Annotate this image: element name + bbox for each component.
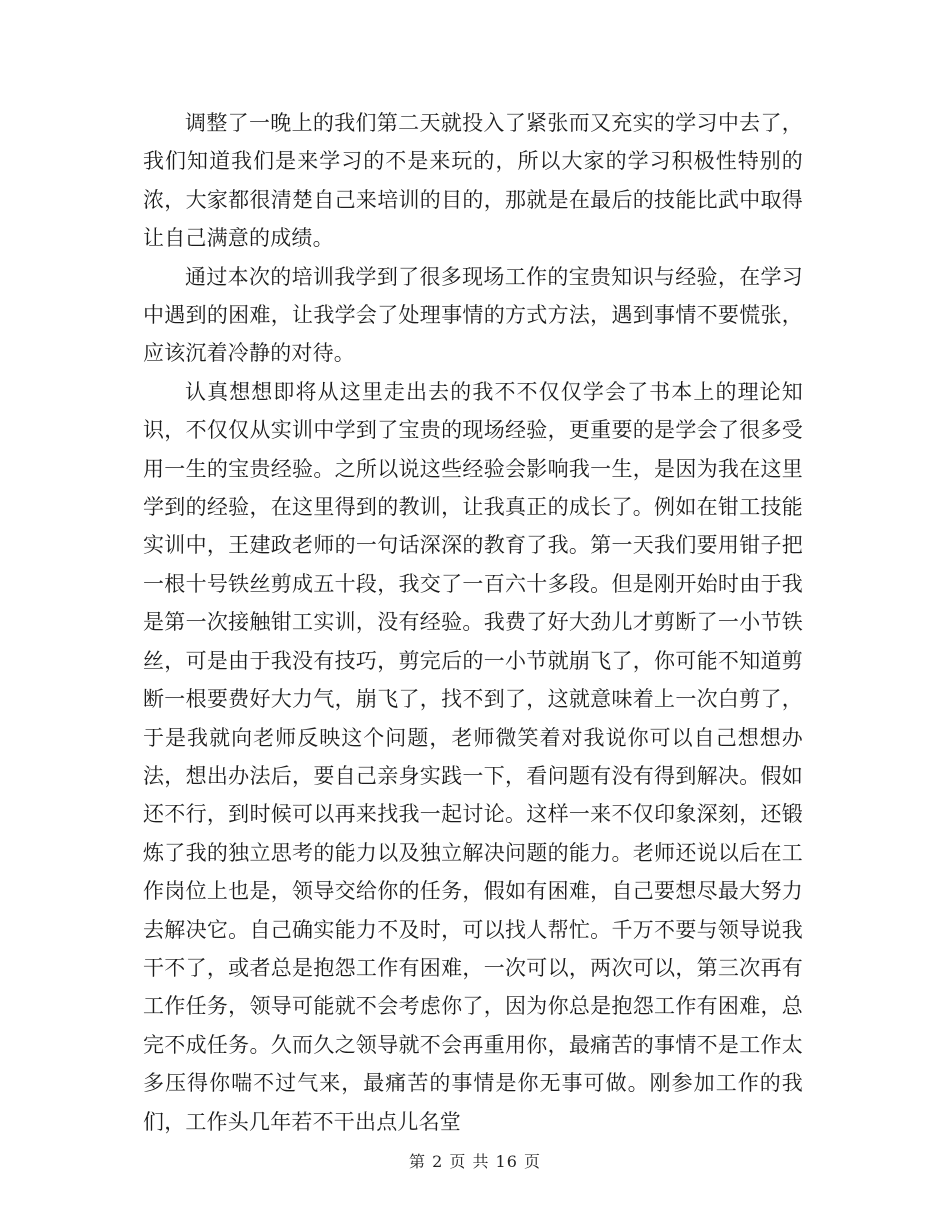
page-number-footer: 第 2 页 共 16 页 <box>409 1152 541 1171</box>
paragraph-2: 通过本次的培训我学到了很多现场工作的宝贵知识与经验，在学习中遇到的困难，让我学会了处理事情的方式方法，遇到事情不要慌张，应该沉着冷静的对待。 <box>143 264 803 366</box>
paragraph-3: 认真想想即将从这里走出去的我不不仅仅学会了书本上的理论知识，不仅仅从实训中学到了宝贵的现场经验，更重要的是学会了很多受用一生的宝贵经验。之所以说这些经验会影响我一生，是因为我在这里学到的经验，在这里得到的教训，让我真正的成长了。例如在钳工技能实训中，王建政老师的一句话深深的教育了我。第一天我们要用钳子把一根十号铁丝剪成五十段，我交了一百六十多段。但是刚开始时由于我是第一次接触钳工实训，没有经验。我费了好大劲儿才剪断了一小节铁丝，可是由于我没有技巧，剪完后的一小节就崩飞了，你可能不知道剪断一根要费好大力气，崩飞了，找不到了，这就意味着上一次白剪了，于是我就向老师反映这个问题，老师微笑着对我说你可以自己想想办法，想出办法后，要自己亲身实践一下，看问题有没有得到解决。假如还不行，到时候可以再来找我一起讨论。这样一来不仅印象深刻，还锻炼了我的独立思考的能力以及独立解决问题的能力。老师还说以后在工作岗位上也是，领导交给你的任务，假如有困难，自己要想尽最大努力去解决它。自己确实能力不及时，可以找人帮忙。千万不要与领导说我干不了，或者总是抱怨工作有困难，一次可以，两次可以，第三次再有工作任务，领导可能就不会考虑你了，因为你总是抱怨工作有困难，总完不成任务。久而久之领导就不会再重用你，最痛苦的事情不是工作太多压得你喘不过气来，最痛苦的事情是你无事可做。刚参加工作的我们，工作头几年若不干出点儿名堂 <box>143 379 803 1134</box>
paragraph-1: 调整了一晚上的我们第二天就投入了紧张而又充实的学习中去了，我们知道我们是来学习的不是来玩的，所以大家的学习积极性特别的浓，大家都很清楚自己来培训的目的，那就是在最后的技能比武中取得让自己满意的成绩。 <box>143 111 803 251</box>
document-body <box>143 104 803 1141</box>
